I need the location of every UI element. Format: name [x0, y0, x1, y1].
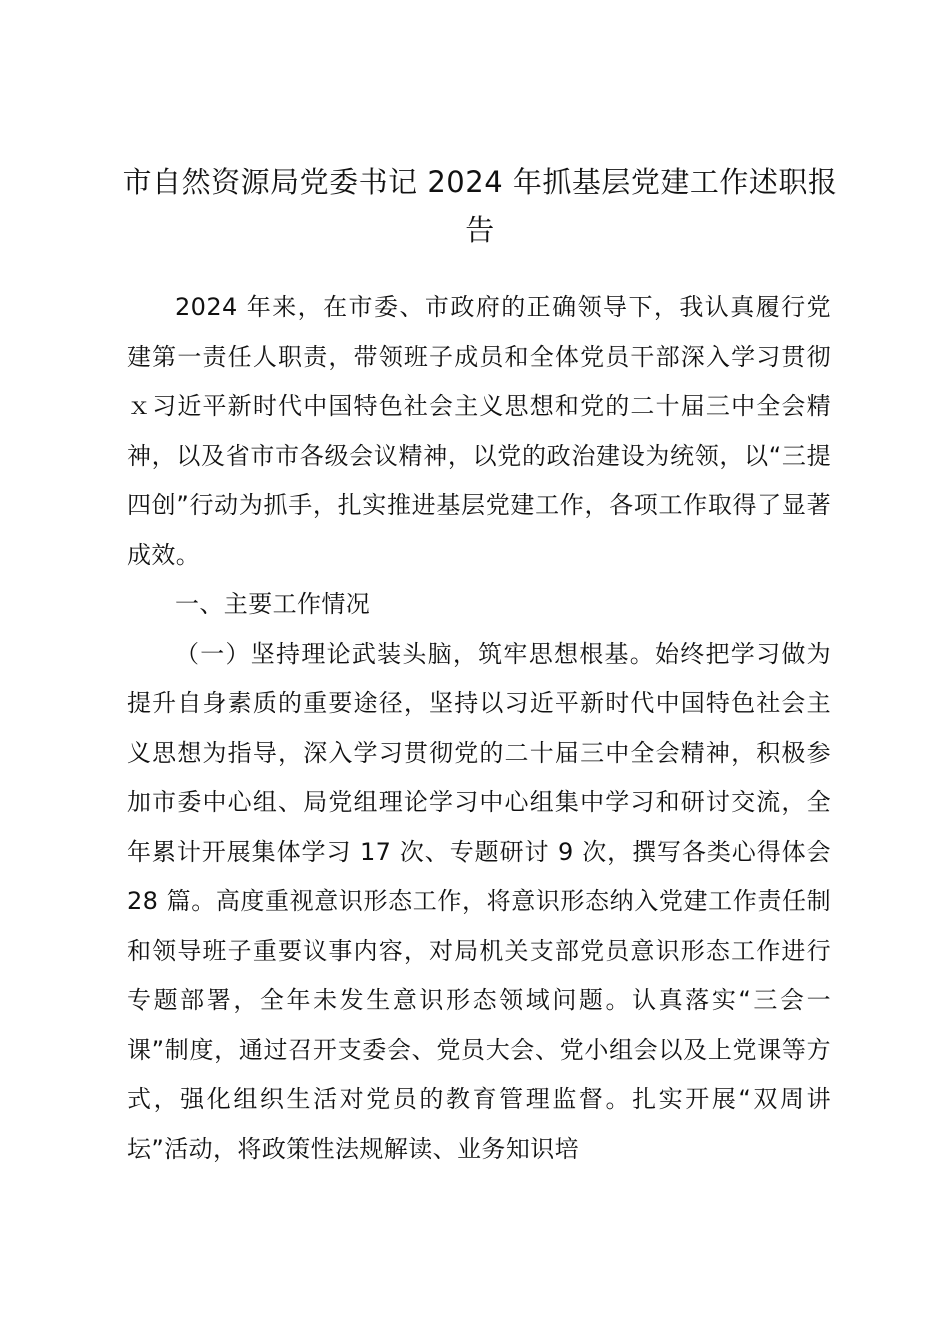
intro-paragraph: 2024 年来，在市委、市政府的正确领导下，我认真履行党建第一责任人职责，带领班子成员和全体党员干部深入学习贯彻ｘ习近平新时代中国特色社会主义思想和党的二十届三中全会精神，以及省市市各级会议精神，以党的政治建设为统领，以“三提四创”行动为抓手，扎实推进基层党建工作，各项工作取得了显著成效。	[127, 293, 832, 569]
section-heading: 一、主要工作情况	[175, 590, 371, 618]
document-body	[127, 283, 831, 1174]
document-title: 市自然资源局党委书记 2024 年抓基层党建工作述职报告	[122, 165, 838, 247]
body-paragraph: （一）坚持理论武装头脑，筑牢思想根基。始终把学习做为提升自身素质的重要途径，坚持以习近平新时代中国特色社会主义思想为指导，深入学习贯彻党的二十届三中全会精神，积极参加市委中心组、局党组理论学习中心组集中学习和研讨交流，全年累计开展集体学习 17 次、专题研讨 9 次，撰写各类心得体会 28 篇。高度重视意识形态工作，将意识形态纳入党建工作责任制和领导班子重要议事内容，对局机关支部党员意识形态工作进行专题部署，全年未发生意识形态领域问题。认真落实“三会一课”制度，通过召开支委会、党员大会、党小组会以及上党课等方式，强化组织生活对党员的教育管理监督。扎实开展“双周讲坛”活动，将政策性法规解读、业务知识培	[127, 639, 831, 1163]
